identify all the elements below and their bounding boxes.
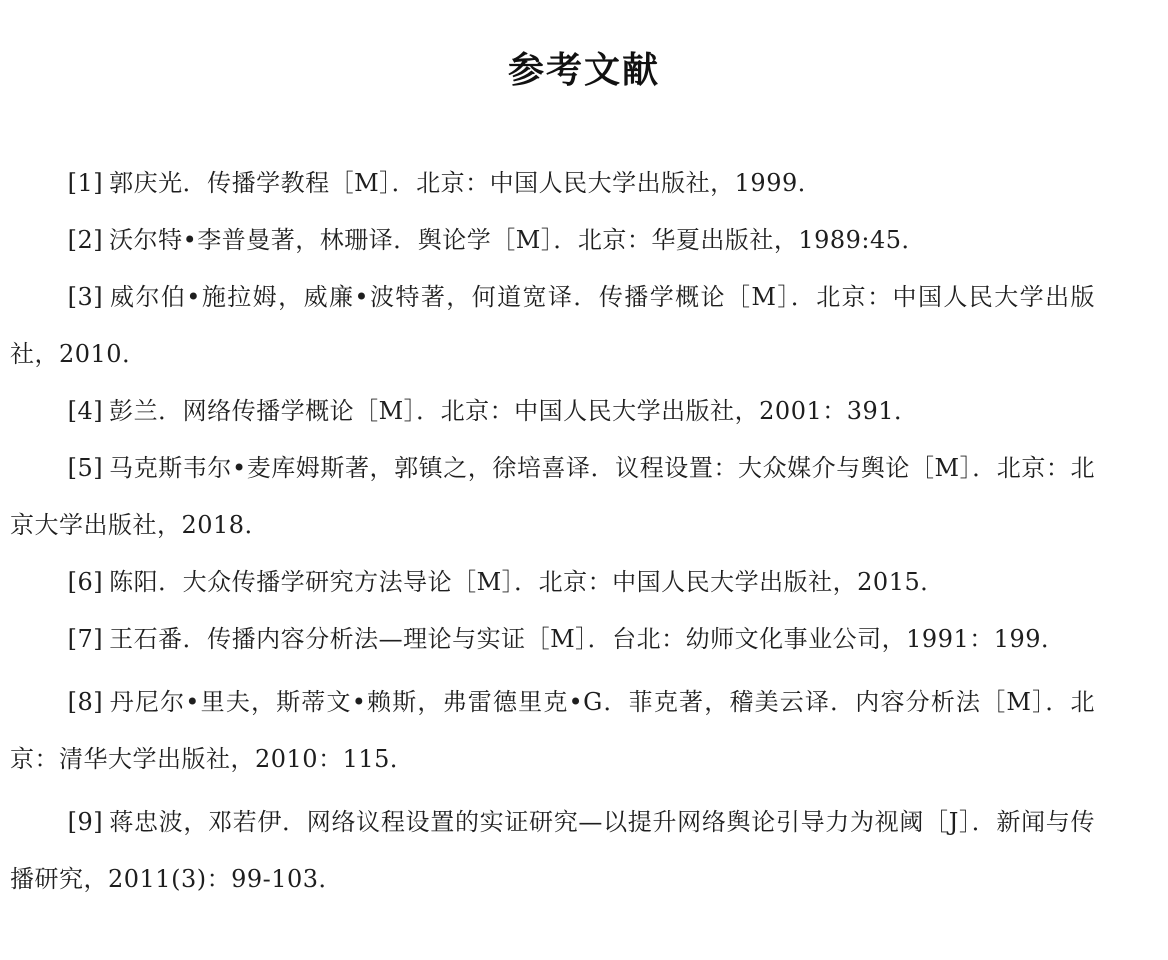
reference-item-3 (10, 269, 1095, 383)
reference-item-5 (10, 440, 1095, 554)
reference-item-6 (10, 554, 1095, 611)
reference-item-2 (10, 212, 1095, 269)
reference-number: [7] (67, 625, 104, 653)
reference-number: [8] (67, 688, 104, 716)
reference-item-7 (10, 611, 1095, 668)
reference-text: 丹尼尔•里夫，斯蒂文•赖斯，弗雷德里克•G．菲克著，稽美云译．内容分析法［M］．北京：清华大学出版社，2010：115． (10, 688, 1095, 773)
reference-text: 郭庆光．传播学教程［M］．北京：中国人民大学出版社，1999． (109, 169, 823, 197)
reference-text: 彭兰．网络传播学概论［M］．北京：中国人民大学出版社，2001：391． (109, 397, 919, 425)
reference-item-1 (10, 155, 1095, 212)
reference-text: 马克斯韦尔•麦库姆斯著，郭镇之，徐培喜译．议程设置：大众媒介与舆论［M］．北京：北京大学出版社，2018． (10, 454, 1095, 539)
reference-number: [1] (67, 169, 104, 197)
reference-text: 王石番．传播内容分析法—理论与实证［M］．台北：幼师文化事业公司，1991：199． (109, 625, 1066, 653)
page-title: 参考文献 (507, 49, 660, 92)
reference-text: 陈阳．大众传播学研究方法导论［M］．北京：中国人民大学出版社，2015． (109, 568, 945, 596)
reference-number: [5] (67, 454, 104, 482)
reference-number: [3] (67, 283, 104, 311)
reference-item-9 (10, 794, 1095, 908)
reference-number: [9] (67, 808, 104, 836)
reference-item-4 (10, 383, 1095, 440)
reference-text: 蒋忠波，邓若伊．网络议程设置的实证研究—以提升网络舆论引导力为视阈［J］．新闻与传播研究，2011(3)：99-103． (10, 808, 1095, 893)
reference-text: 沃尔特•李普曼著，林珊译．舆论学［M］．北京：华夏出版社，1989:45． (109, 226, 927, 254)
reference-item-8 (10, 674, 1095, 788)
reference-list (10, 155, 1095, 908)
reference-number: [4] (67, 397, 104, 425)
reference-number: [2] (67, 226, 104, 254)
reference-text: 威尔伯•施拉姆，威廉•波特著，何道宽译．传播学概论［M］．北京：中国人民大学出版社，2010． (10, 283, 1095, 368)
reference-number: [6] (67, 568, 104, 596)
